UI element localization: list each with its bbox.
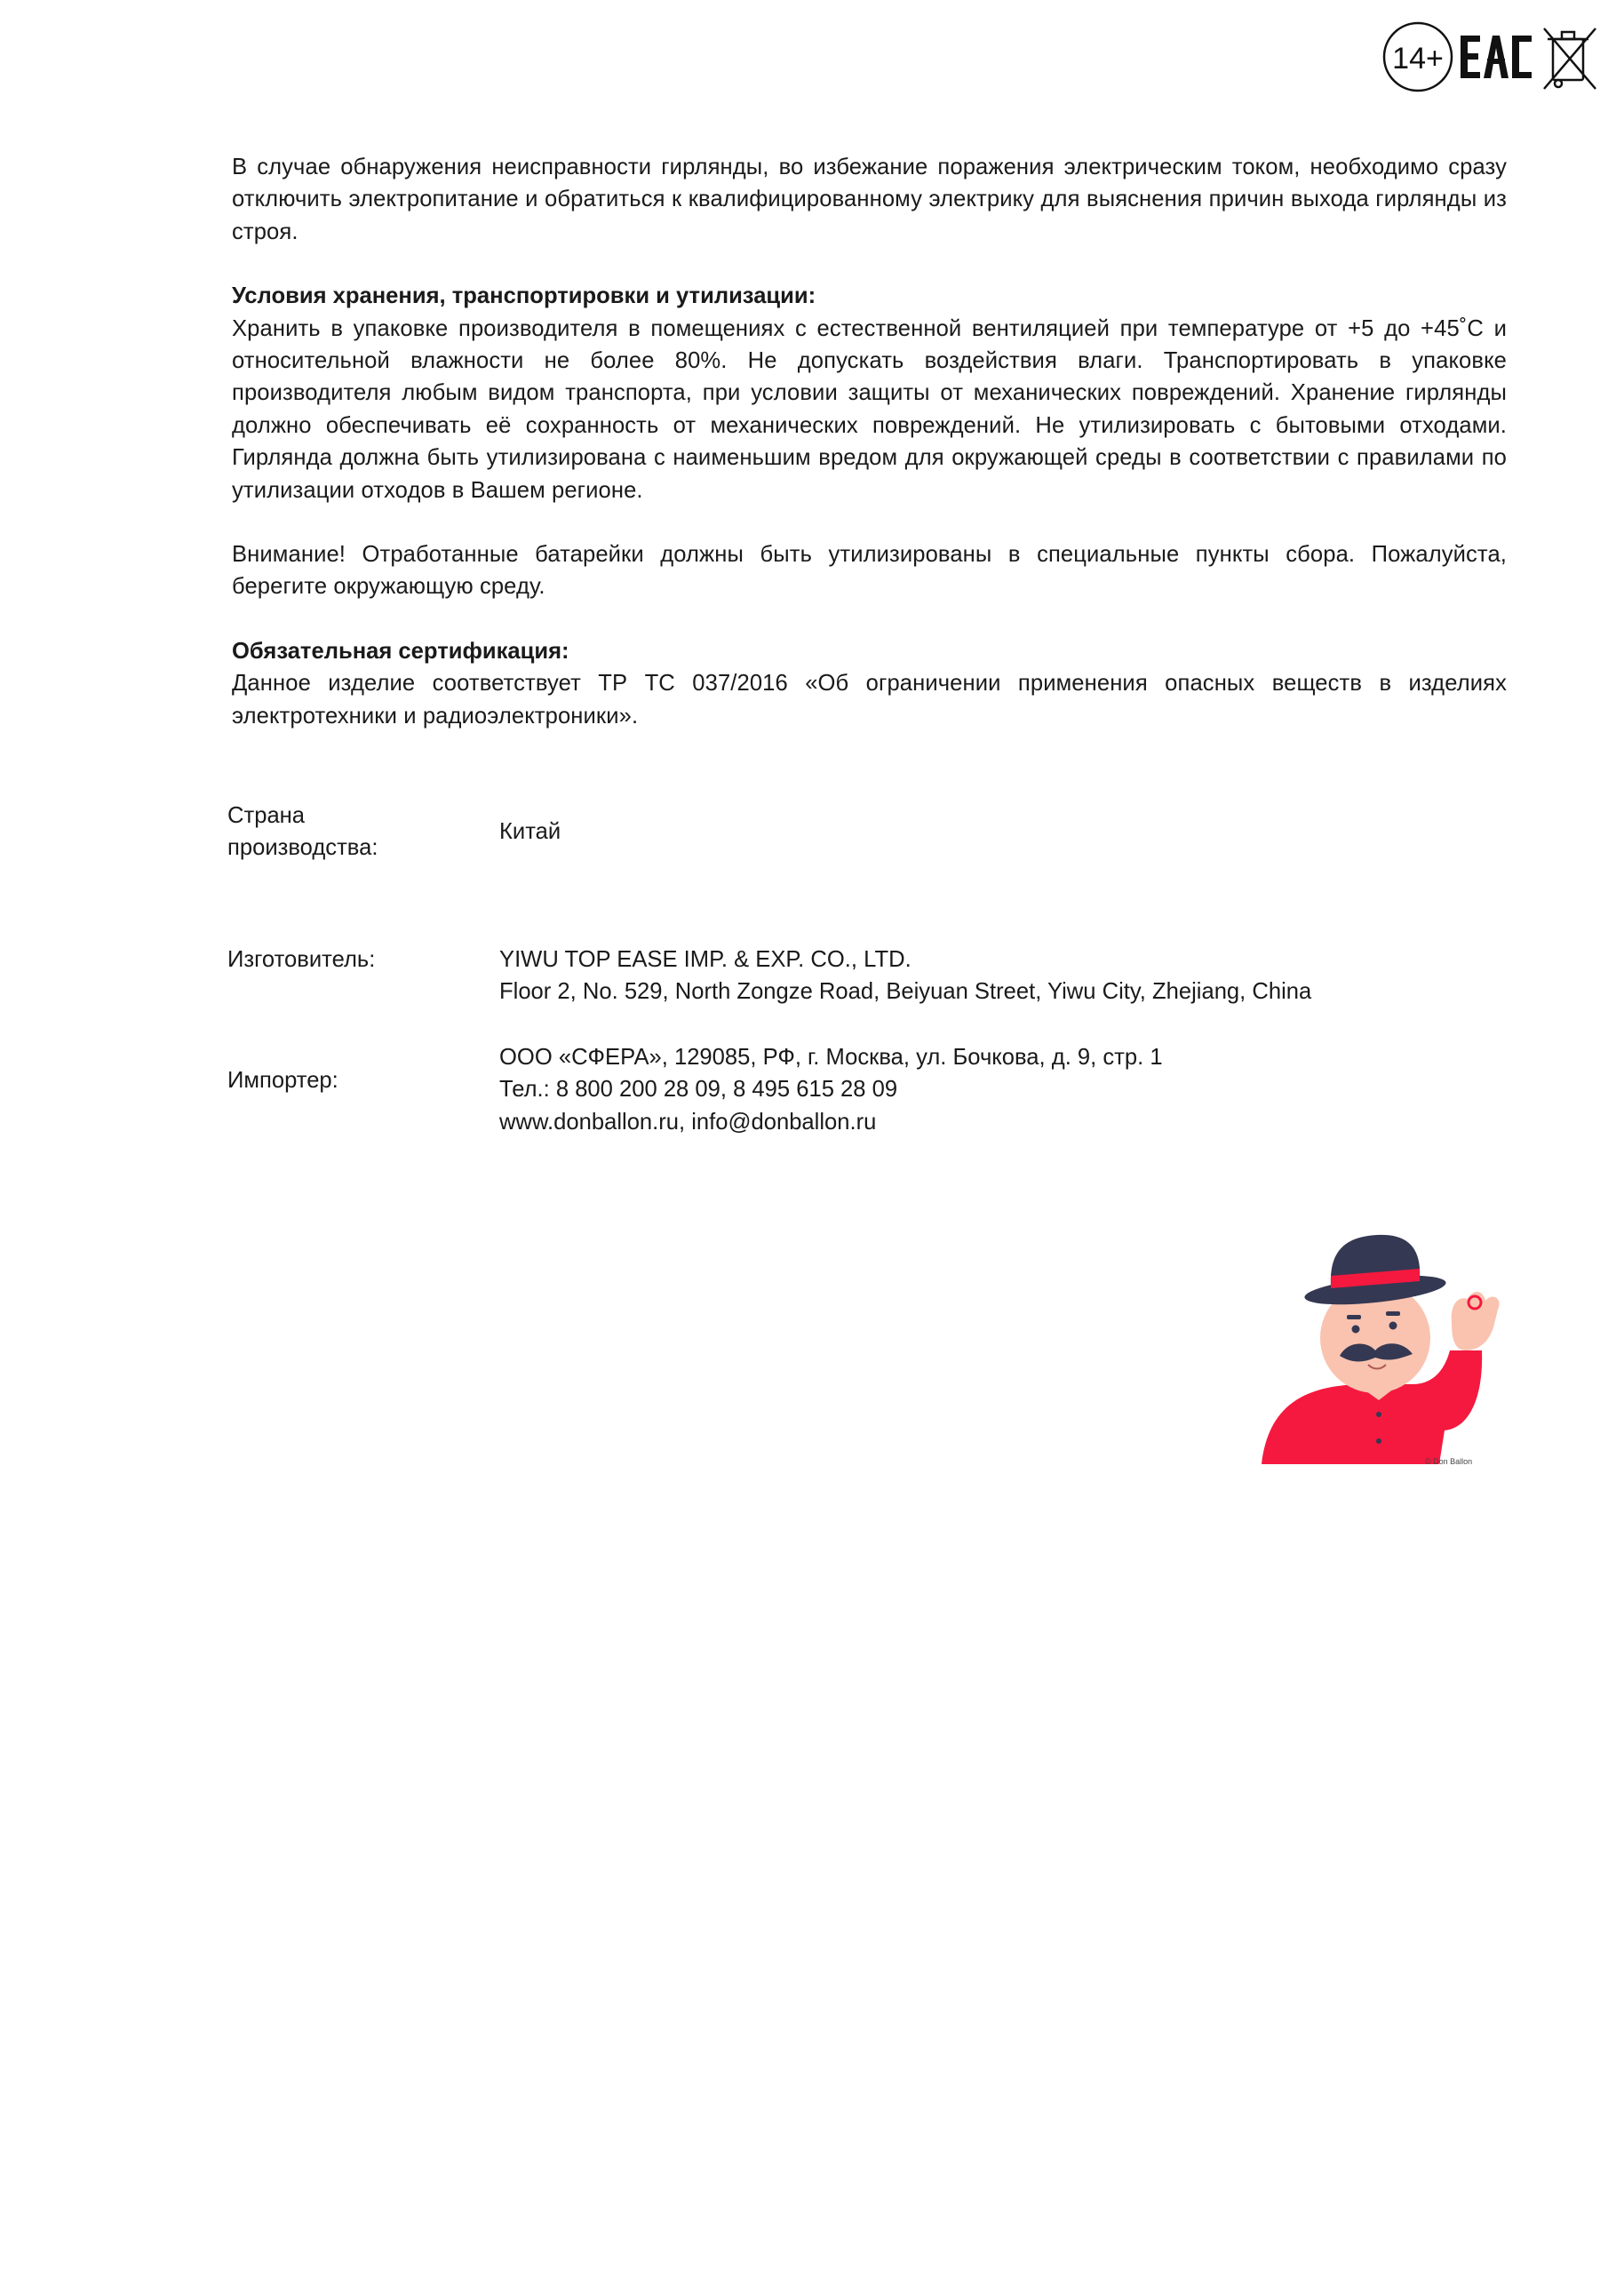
manufacturer-address: Floor 2, No. 529, North Zongze Road, Beiyuan Street, Yiwu City, Zhejiang, China	[499, 979, 1312, 1005]
country-value: Китай	[499, 819, 561, 844]
certification-heading: Обязательная сертификация:	[232, 638, 569, 664]
importer-web: www.donballon.ru, info@donballon.ru	[499, 1109, 877, 1135]
storage-paragraph: Хранить в упаковке производителя в помещениях с естественной вентиляцией при температуре от +5 до +45˚С и относительной влажности не более 80%. Не допускать воздействия влаги. Транспортировать в упаковке производителя любым видом транспорта, при условии защиты от механических повреждений. Хранение гирлянды должно обеспечивать её сохранность от механических повреждений. Не утилизировать с бытовыми отходами. Гирлянда должна быть утилизирована с наименьшим вредом для окружающей среды в соответствии с правилами по утилизации отходов в Вашем регионе.	[232, 315, 1507, 503]
importer-details	[499, 1041, 1163, 1138]
malfunction-paragraph: В случае обнаружения неисправности гирлянды, во избежание поражения электрическим током, необходимо сразу отключить электропитание и обратиться к квалифицированному электрику для выяснения причин выхода гирлянды из строя.	[232, 155, 1507, 244]
document-body	[232, 151, 1507, 732]
age-rating-icon	[1384, 23, 1452, 91]
eac-mark-icon	[1461, 36, 1532, 78]
certification-badges	[1382, 20, 1610, 94]
manufacturer-details	[499, 944, 1311, 1008]
manufacturer-name: YIWU TOP EASE IMP. & EXP. CO., LTD.	[499, 947, 912, 972]
badges-svg	[1382, 20, 1610, 94]
country-label-line2: производства:	[227, 835, 378, 861]
battery-paragraph: Внимание! Отработанные батарейки должны быть утилизированы в специальные пункты сбора. Пожалуйста, берегите окружающую среду.	[232, 542, 1507, 600]
mascot-svg	[1244, 1217, 1528, 1475]
mascot-button	[1376, 1412, 1381, 1417]
certification-paragraph: Данное изделие соответствует ТР ТС 037/2016 «Об ограничении применения опасных веществ в изделиях электротехники и радиоэлектроники».	[232, 671, 1507, 729]
mascot-hand	[1452, 1292, 1500, 1350]
mascot-button	[1376, 1438, 1381, 1444]
country-label	[227, 800, 450, 864]
mascot-eyebrow	[1347, 1315, 1361, 1319]
spacer	[232, 248, 1507, 280]
mascot-illustration	[1244, 1217, 1528, 1475]
importer-phone: Тел.: 8 800 200 28 09, 8 495 615 28 09	[499, 1077, 898, 1103]
mascot-eye	[1389, 1322, 1397, 1330]
country-label-line1: Страна	[227, 803, 306, 828]
crossed-bin-icon	[1544, 28, 1596, 89]
storage-heading: Условия хранения, транспортировки и утилизации:	[232, 283, 816, 309]
importer-label: Импортер:	[227, 1068, 338, 1093]
age-rating-text: 14+	[1392, 42, 1444, 76]
mascot-eye	[1352, 1326, 1360, 1334]
importer-name: ООО «СФЕРА», 129085, РФ, г. Москва, ул. Бочкова, д. 9, стр. 1	[499, 1045, 1163, 1070]
mascot-eyebrow	[1386, 1311, 1400, 1316]
manufacturer-label: Изготовитель:	[227, 947, 376, 972]
mascot-copyright: © Don Ballon	[1425, 1457, 1473, 1466]
spacer	[232, 506, 1507, 538]
spacer	[232, 603, 1507, 635]
